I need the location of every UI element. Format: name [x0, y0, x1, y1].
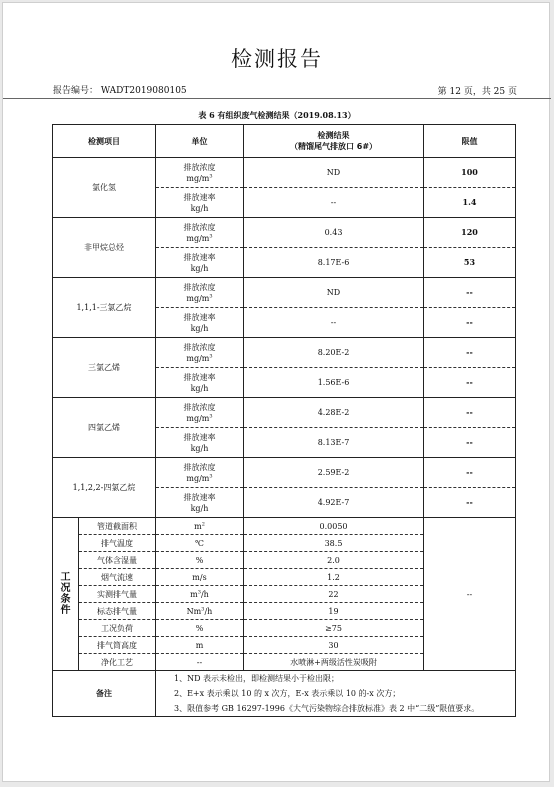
header-unit: 单位 — [156, 125, 244, 158]
condition-unit: m — [156, 637, 244, 654]
result-value: 4.92E-7 — [244, 488, 424, 518]
header-item: 检测项目 — [53, 125, 156, 158]
limit-value: -- — [424, 398, 516, 428]
pollutant-name: 1,1,1-三氯乙烷 — [53, 278, 156, 338]
condition-unit: -- — [156, 654, 244, 671]
unit-cell — [156, 398, 244, 428]
unit-value: kg/h — [190, 383, 209, 393]
unit-value: kg/h — [190, 263, 209, 273]
condition-unit: Nm$^3$/h — [156, 603, 244, 620]
limit-value: 100 — [424, 158, 516, 188]
pollutant-name: 1,1,2,2-四氯乙烷 — [53, 458, 156, 518]
conditions-group-char: 件 — [60, 605, 71, 616]
result-value: 8.20E-2 — [244, 338, 424, 368]
table-row — [53, 338, 516, 368]
header-limit: 限值 — [424, 125, 516, 158]
conditions-group-char: 工 — [60, 572, 71, 583]
report-number: 报告编号： WADT2019080105 — [53, 86, 187, 96]
unit-cell — [156, 218, 244, 248]
notes-label: 备注 — [53, 671, 156, 717]
unit-cell — [156, 458, 244, 488]
pollutant-name: 氯化氢 — [53, 158, 156, 218]
unit-cell — [156, 188, 244, 218]
result-value: 0.43 — [244, 218, 424, 248]
condition-param: 标态排气量 — [79, 603, 156, 620]
unit-label: 排放浓度 — [183, 162, 216, 172]
unit-value: $mg/m^3$ — [186, 172, 213, 183]
unit-value: kg/h — [190, 203, 209, 213]
condition-unit: ℃ — [156, 535, 244, 552]
unit-value: $mg/m^3$ — [186, 412, 213, 423]
table-row — [53, 218, 516, 248]
notes-content — [156, 671, 516, 717]
unit-cell — [156, 308, 244, 338]
unit-value: $mg/m^3$ — [186, 472, 213, 483]
unit-label: 排放浓度 — [183, 342, 216, 352]
condition-value: 22 — [244, 586, 424, 603]
limit-value: -- — [424, 278, 516, 308]
result-value: 8.13E-7 — [244, 428, 424, 458]
conditions-group-label — [53, 518, 79, 671]
limit-value: -- — [424, 428, 516, 458]
condition-unit: m/s — [156, 569, 244, 586]
unit-label: 排放速率 — [183, 312, 216, 322]
limit-value: -- — [424, 368, 516, 398]
unit-label: 排放浓度 — [183, 402, 216, 412]
emission-results-table — [52, 124, 516, 717]
condition-value: 2.0 — [244, 552, 424, 569]
condition-value: 水喷淋+两级活性炭吸附 — [244, 654, 424, 671]
condition-value: 38.5 — [244, 535, 424, 552]
condition-param: 管道截面积 — [79, 518, 156, 535]
condition-param: 排气筒高度 — [79, 637, 156, 654]
unit-value: $mg/m^3$ — [186, 352, 213, 363]
table-row — [53, 398, 516, 428]
unit-value: kg/h — [190, 503, 209, 513]
limit-value: 120 — [424, 218, 516, 248]
limit-value: 1.4 — [424, 188, 516, 218]
limit-value: -- — [424, 488, 516, 518]
condition-value: 0.0050 — [244, 518, 424, 535]
unit-cell — [156, 368, 244, 398]
table-row — [53, 158, 516, 188]
table-caption: 表 6 有组织废气检测结果（2019.08.13） — [198, 110, 356, 120]
unit-cell — [156, 158, 244, 188]
condition-param: 排气温度 — [79, 535, 156, 552]
condition-value: ≥75 — [244, 620, 424, 637]
unit-label: 排放浓度 — [183, 222, 216, 232]
result-value: -- — [244, 188, 424, 218]
unit-cell — [156, 248, 244, 278]
unit-label: 排放速率 — [183, 492, 216, 502]
pollutant-name: 四氯乙烯 — [53, 398, 156, 458]
result-value: ND — [244, 158, 424, 188]
table-row — [53, 458, 516, 488]
unit-cell — [156, 428, 244, 458]
result-value: 2.59E-2 — [244, 458, 424, 488]
report-title: 检测报告 — [231, 47, 323, 71]
condition-param: 烟气流速 — [79, 569, 156, 586]
note-line: 2、E+x 表示乘以 10 的 x 次方，E-x 表示乘以 10 的-x 次方； — [174, 689, 401, 698]
unit-cell — [156, 338, 244, 368]
condition-value: 1.2 — [244, 569, 424, 586]
note-line: 1、ND 表示未检出，即检测结果小于检出限； — [174, 674, 340, 683]
header-divider — [3, 98, 551, 99]
unit-value: $mg/m^3$ — [186, 292, 213, 303]
unit-value: kg/h — [190, 443, 209, 453]
limit-value: -- — [424, 338, 516, 368]
condition-unit: % — [156, 552, 244, 569]
header-result-line1: 检测结果 — [317, 131, 350, 140]
header-result-line2: （精馏尾气排放口 6#） — [289, 142, 378, 151]
unit-value: kg/h — [190, 323, 209, 333]
conditions-group-char: 况 — [60, 583, 71, 594]
condition-value: 30 — [244, 637, 424, 654]
unit-label: 排放速率 — [183, 252, 216, 262]
condition-row — [53, 518, 516, 535]
result-value: ND — [244, 278, 424, 308]
condition-param: 实测排气量 — [79, 586, 156, 603]
unit-cell — [156, 488, 244, 518]
page-indicator: 第 12 页，共 25 页 — [437, 87, 517, 97]
result-value: 4.28E-2 — [244, 398, 424, 428]
result-value: -- — [244, 308, 424, 338]
unit-label: 排放速率 — [183, 192, 216, 202]
result-value: 8.17E-6 — [244, 248, 424, 278]
unit-label: 排放浓度 — [183, 462, 216, 472]
limit-value: 53 — [424, 248, 516, 278]
unit-label: 排放速率 — [183, 372, 216, 382]
pollutant-name: 三氯乙烯 — [53, 338, 156, 398]
unit-label: 排放速率 — [183, 432, 216, 442]
pollutant-name: 非甲烷总烃 — [53, 218, 156, 278]
table-row — [53, 278, 516, 308]
unit-value: $mg/m^3$ — [186, 232, 213, 243]
condition-value: 19 — [244, 603, 424, 620]
condition-param: 气体含湿量 — [79, 552, 156, 569]
conditions-limit: -- — [424, 518, 516, 671]
report-page — [2, 2, 550, 782]
result-value: 1.56E-6 — [244, 368, 424, 398]
table-header-row — [53, 125, 516, 158]
condition-unit: % — [156, 620, 244, 637]
limit-value: -- — [424, 308, 516, 338]
condition-param: 工况负荷 — [79, 620, 156, 637]
notes-row — [53, 671, 516, 717]
conditions-group-char: 条 — [60, 594, 71, 605]
limit-value: -- — [424, 458, 516, 488]
condition-unit: $m^3/h$ — [156, 586, 244, 603]
unit-label: 排放浓度 — [183, 282, 216, 292]
unit-cell — [156, 278, 244, 308]
header-result — [244, 125, 424, 158]
condition-unit: $m^2$ — [156, 518, 244, 535]
condition-param: 净化工艺 — [79, 654, 156, 671]
note-line: 3、限值参考 GB 16297-1996《大气污染物综合排放标准》表 2 中“二级”限值要求。 — [174, 704, 480, 713]
